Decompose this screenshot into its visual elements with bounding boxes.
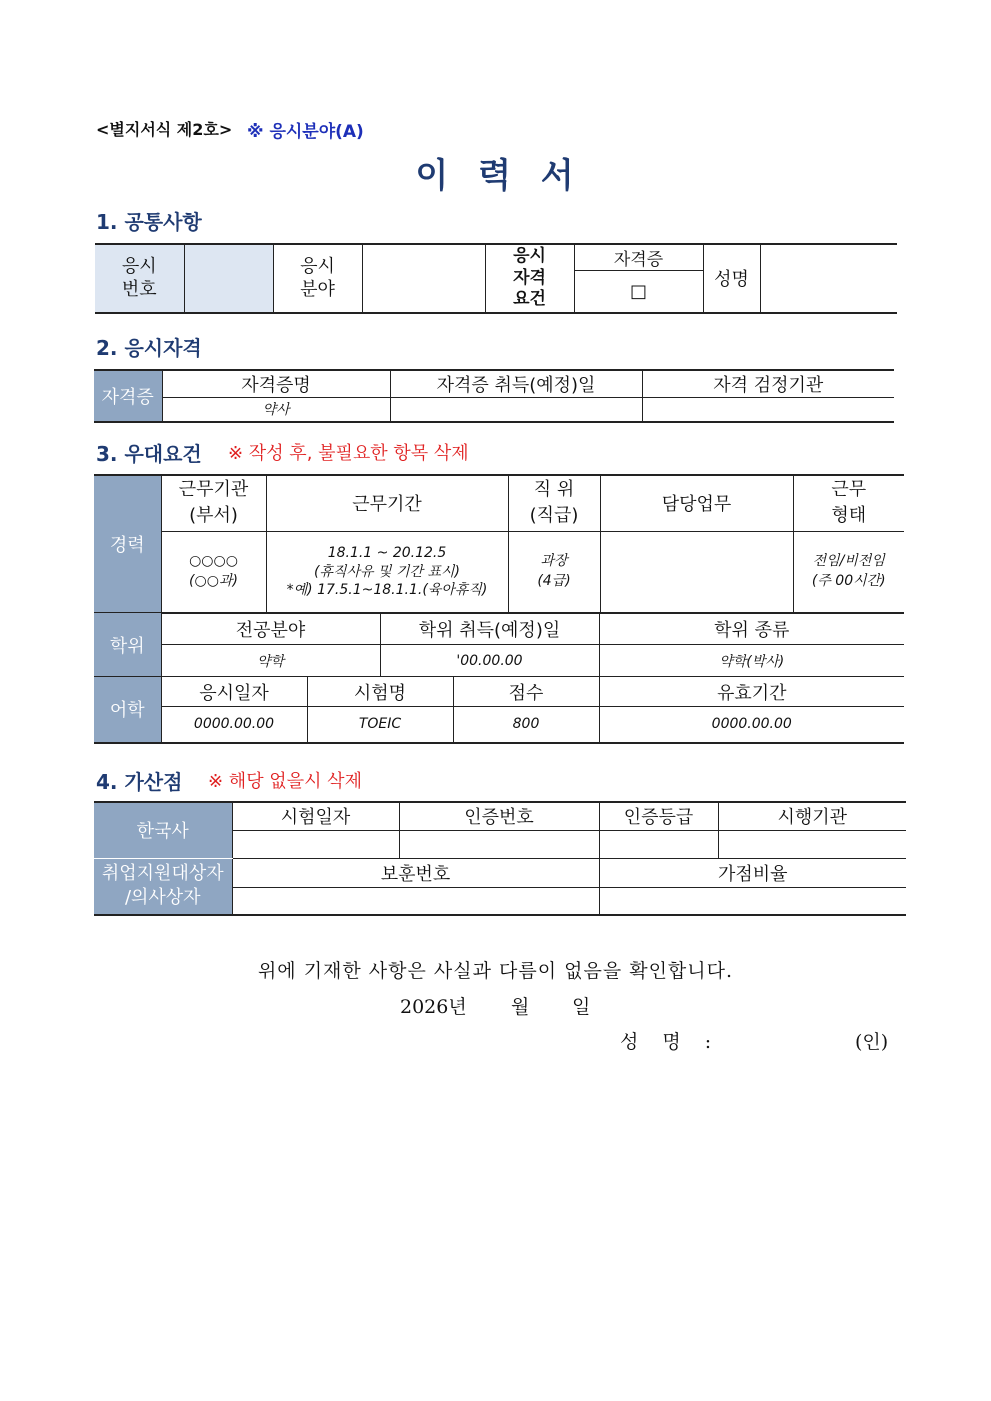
signature-label: 성 명 : xyxy=(620,1031,712,1053)
degree-type-value[interactable]: 약학(박사) xyxy=(599,645,904,677)
language-label: 어학 xyxy=(94,677,161,743)
document-title: 이 력 서 xyxy=(415,156,576,196)
veteran-ratio-header: 가점비율 xyxy=(599,858,906,887)
language-table xyxy=(94,676,904,744)
confirm-statement: 위에 기재한 사항은 사실과 다름이 없음을 확인합니다. xyxy=(257,960,734,982)
career-table xyxy=(94,474,904,614)
cert-date-header: 자격증 취득(예정)일 xyxy=(390,370,642,398)
history-grade-header: 인증등급 xyxy=(599,802,718,830)
degree-date-header: 학위 취득(예정)일 xyxy=(380,613,599,645)
form-label: <별지서식 제2호> xyxy=(96,120,233,139)
language-valid-value[interactable]: 0000.00.00 xyxy=(599,707,904,743)
degree-label: 학위 xyxy=(94,613,161,677)
cert-agency-value[interactable] xyxy=(642,398,894,422)
career-period-value[interactable]: 18.1.1 ~ 20.12.5 (휴직사유 및 기간 표시) *예) 17.5.1~18.1.1.(육아휴직) xyxy=(266,531,508,613)
name-value[interactable] xyxy=(760,244,897,313)
exam-field-value[interactable] xyxy=(362,244,485,313)
history-date-value[interactable] xyxy=(232,830,399,858)
korean-history-label: 한국사 xyxy=(94,802,232,858)
exam-number-label: 응시 번호 xyxy=(95,244,184,313)
section-1-title: 1. 공통사항 xyxy=(96,210,202,234)
exam-number-value[interactable] xyxy=(184,244,273,313)
history-agency-value[interactable] xyxy=(718,830,906,858)
certificate-row-label: 자격증 xyxy=(94,370,162,422)
career-position-value[interactable]: 과장 (4급) xyxy=(508,531,600,613)
career-duty-header: 담당업무 xyxy=(600,475,793,531)
cert-name-header: 자격증명 xyxy=(162,370,390,398)
certificate-header: 자격증 xyxy=(574,244,703,271)
date-month: 월 xyxy=(511,996,530,1018)
language-date-value[interactable]: 0000.00.00 xyxy=(161,707,307,743)
requirement-label: 응시 자격 요건 xyxy=(485,244,574,313)
degree-date-value[interactable]: '00.00.00 xyxy=(380,645,599,677)
language-test-header: 시험명 xyxy=(307,677,453,707)
qualification-table xyxy=(94,369,894,423)
name-label: 성명 xyxy=(703,244,760,313)
language-valid-header: 유효기간 xyxy=(599,677,904,707)
date-year: 2026년 xyxy=(400,996,467,1018)
history-cert-no-value[interactable] xyxy=(399,830,599,858)
history-cert-no-header: 인증번호 xyxy=(399,802,599,830)
common-info-table xyxy=(95,243,897,314)
section-4-title: 4. 가산점 xyxy=(96,770,183,794)
career-org-value[interactable]: ○○○○ (○○과) xyxy=(161,531,266,613)
seal-mark: (인) xyxy=(855,1031,889,1053)
degree-table xyxy=(94,612,904,677)
degree-type-header: 학위 종류 xyxy=(599,613,904,645)
language-score-header: 점수 xyxy=(453,677,599,707)
career-duty-value[interactable] xyxy=(600,531,793,613)
language-test-value[interactable]: TOEIC xyxy=(307,707,453,743)
section-4-note: ※ 해당 없을시 삭제 xyxy=(208,771,362,792)
cert-agency-header: 자격 검정기관 xyxy=(642,370,894,398)
degree-major-value[interactable]: 약학 xyxy=(161,645,380,677)
veteran-number-value[interactable] xyxy=(232,887,599,915)
cert-name-value[interactable]: 약사 xyxy=(162,398,390,422)
exam-field-label: 응시 분야 xyxy=(273,244,362,313)
career-label: 경력 xyxy=(94,475,161,613)
date-day: 일 xyxy=(572,996,591,1018)
section-3-note: ※ 작성 후, 불필요한 항목 삭제 xyxy=(228,443,469,464)
field-note: ※ 응시분야(A) xyxy=(247,122,364,142)
bonus-table xyxy=(94,801,906,916)
section-3-title: 3. 우대요건 xyxy=(96,442,202,466)
career-period-header: 근무기간 xyxy=(266,475,508,531)
veteran-ratio-value[interactable] xyxy=(599,887,906,915)
career-org-header: 근무기관 (부서) xyxy=(161,475,266,531)
career-type-header: 근무 형태 xyxy=(793,475,904,531)
certificate-checkbox[interactable]: □ xyxy=(574,271,703,313)
history-agency-header: 시행기관 xyxy=(718,802,906,830)
veteran-label: 취업지원대상자 /의사상자 xyxy=(94,858,232,915)
history-date-header: 시험일자 xyxy=(232,802,399,830)
history-grade-value[interactable] xyxy=(599,830,718,858)
cert-date-value[interactable] xyxy=(390,398,642,422)
degree-major-header: 전공분야 xyxy=(161,613,380,645)
veteran-number-header: 보훈번호 xyxy=(232,858,599,887)
language-score-value[interactable]: 800 xyxy=(453,707,599,743)
language-date-header: 응시일자 xyxy=(161,677,307,707)
career-position-header: 직 위 (직급) xyxy=(508,475,600,531)
career-type-value[interactable]: 전임/비전임 (주 00시간) xyxy=(793,531,904,613)
section-2-title: 2. 응시자격 xyxy=(96,336,202,360)
